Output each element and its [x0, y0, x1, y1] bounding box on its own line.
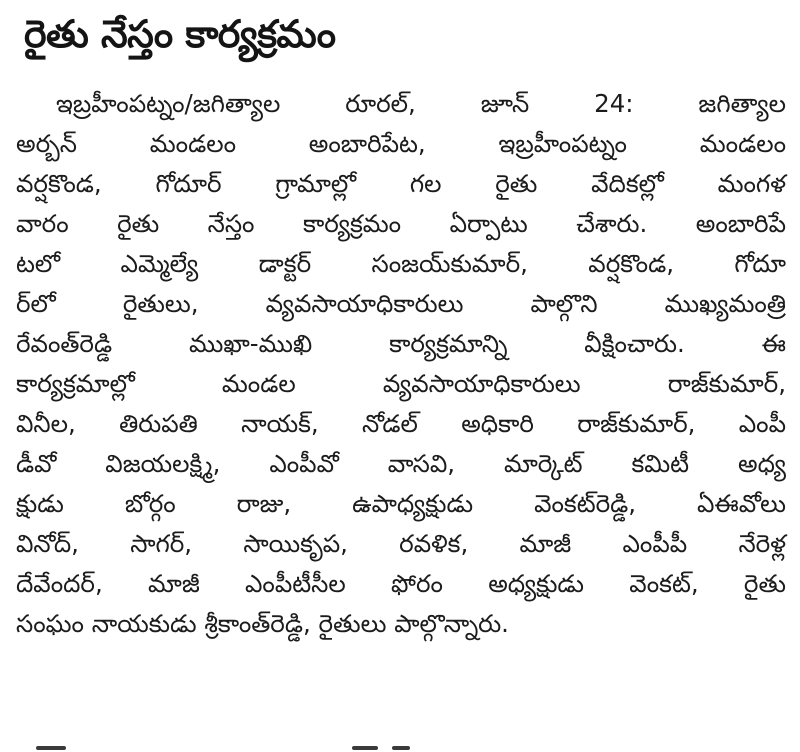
- article-headline: రైతు నేస్తం కార్యక్రమం: [24, 12, 336, 56]
- article-line: రేవంత్‌రెడ్డి ముఖా-ముఖి కార్యక్రమాన్ని వీక్షించారు. ఈ: [16, 329, 786, 358]
- article-line: వినోద్, సాగర్, సాయికృప, రవళిక, మాజీ ఎంపీపీ నేరెళ్ల: [16, 529, 786, 558]
- article-line: సంఘం నాయకుడు శ్రీకాంత్‌రెడ్డి, రైతులు పాల్గొన్నారు.: [16, 609, 509, 638]
- article-line: క్షుడు బోర్గం రాజు, ఉపాధ్యక్షుడు వెంకట్‌రెడ్డి, ఏఈవోలు: [16, 489, 786, 518]
- article-line: వర్షకొండ, గోదూర్ గ్రామాల్లో గల రైతు వేదికల్లో మంగళ: [16, 169, 786, 198]
- article-line: దేవేందర్, మాజీ ఎంపీటీసీల ఫోరం అధ్యక్షుడు వెంకట్, రైతు: [16, 569, 786, 598]
- article-body: [16, 84, 786, 644]
- article-line: అర్బన్ మండలం అంబారిపేట, ఇబ్రహీంపట్నం మండలం: [16, 129, 786, 158]
- cut-off-next-line: [0, 744, 800, 752]
- article-line: కార్యక్రమాల్లో మండల వ్యవసాయాధికారులు రాజ్‌కుమార్,: [16, 369, 786, 398]
- article-line: డీవో విజయలక్ష్మి, ఎంపీవో వాసవి, మార్కెట్ కమిటీ అధ్య: [16, 449, 786, 478]
- article-line: టలో ఎమ్మెల్యే డాక్టర్ సంజయ్‌కుమార్, వర్షకొండ, గోదూ: [16, 249, 786, 278]
- article-line: ర్‌లో రైతులు, వ్యవసాయాధికారులు పాల్గొని ముఖ్యమంత్రి: [16, 289, 786, 318]
- article-line: వారం రైతు నేస్తం కార్యక్రమం ఏర్పాటు చేశారు. అంబారిపే: [16, 209, 786, 238]
- article-line: వినీల, తిరుపతి నాయక్, నోడల్ అధికారి రాజ్‌కుమార్, ఎంపీ: [16, 409, 786, 438]
- article-line: ఇబ్రహీంపట్నం/జగిత్యాల రూరల్, జూన్ 24: జగిత్యాల: [56, 89, 786, 118]
- cut-off-fragment: [392, 746, 410, 750]
- cut-off-fragment: [352, 746, 378, 750]
- cut-off-fragment: [36, 746, 66, 750]
